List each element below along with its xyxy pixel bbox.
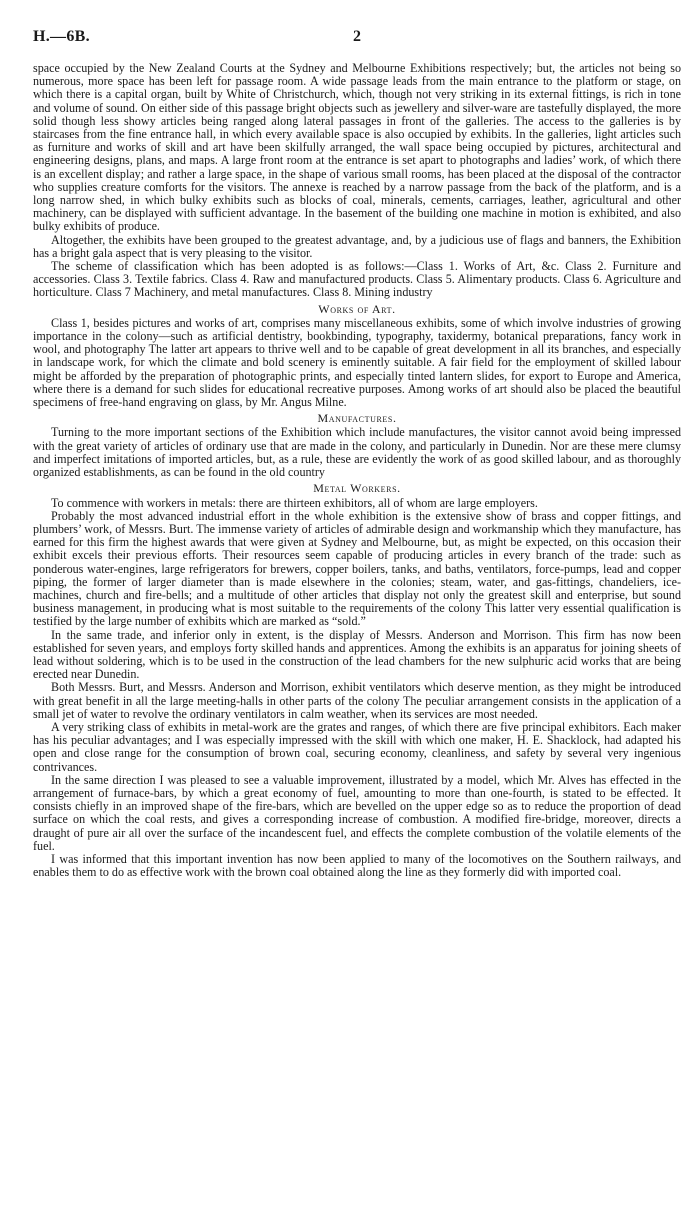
- paragraph: The scheme of classification which has been adopted is as follows:—Class 1. Works of Art, &c. Class 2. Furniture and accessories. Class 3. Textile fabrics. Class 4. Raw and manufactured products. Class 5. Alimentary products. Class 6. Agriculture and horticulture. Class 7 Machinery, and metal manufactures. Class 8. Mining industry: [33, 259, 681, 300]
- paragraph: Altogether, the exhibits have been grouped to the greatest advantage, and, by a judicious use of flags and banners, the Exhibition has a bright gala aspect that is very pleasing to the visitor.: [33, 232, 681, 260]
- section-heading-works-of-art: Works of Art.: [318, 301, 396, 316]
- paragraph: space occupied by the New Zealand Courts at the Sydney and Melbourne Exhibitions respectively; but, the articles not being so numerous, more space has been left for passage room. A wide passage leads from the main entrance to the platform or stage, on which there is a capital organ, built by White of Christchurch, which, though not very striking in its external fittings, is rich in tone and volume of sound. On either side of this passage bright objects such as jewellery and silver-ware are tastefully displayed, the more solid though less showy articles being ranged along lateral passages in front of the galleries. The access to the galleries is by staircases from the fine entrance hall, in which every available space is also occupied by exhibits. In the galleries, light articles such as furniture and works of skill and art have been skilfully arranged, the wall space being occupied by pictures, architectural and engineering designs, plans, and maps. A large front room at the entrance is set apart to photographs and ladies’ work, of which there is an excellent display; and rather a large space, in the shape of various small rooms, has been placed at the disposal of the contractor who supplies creature comforts for the visitors. The annexe is reached by a narrow passage from the back of the platform, and is a long narrow shed, in which bulky exhibits such as blocks of coal, minerals, cements, carriages, leather, agricultural and other machinery, can be displayed with sufficient advantage. In the basement of the building one machine in motion is exhibited, and also bulky exhibits of produce.: [33, 61, 681, 234]
- paragraph: A very striking class of exhibits in metal-work are the grates and ranges, of which there are five principal exhibitors. Each maker has his peculiar advantages; and I was especially impressed with the skill with which one maker, H. E. Shacklock, had adapted his open and close range for the consumption of brown coal, securing economy, cleanliness, and safety by several very ingenious contrivances.: [33, 719, 681, 774]
- paragraph: Both Messrs. Burt, and Messrs. Anderson and Morrison, exhibit ventilators which deserve mention, as they might be introduced with great benefit in all the large meeting-halls in other parts of the colony The peculiar arrangement consists in the application of a small jet of water to revolve the ordinary ventilators in calm weather, when its services are most needed.: [33, 680, 681, 721]
- paragraph: In the same trade, and inferior only in extent, is the display of Messrs. Anderson and Morrison. This firm has now been established for seven years, and employs forty skilled hands and apprentices. Among the exhibits is an apparatus for joining sheets of lead without soldering, which is to be used in the construction of the lead chambers for the new sulphuric acid works that are being erected near Dunedin.: [33, 627, 681, 682]
- paragraph: In the same direction I was pleased to see a valuable improvement, illustrated by a model, which Mr. Alves has effected in the arrangement of furnace-bars, by which a great economy of fuel, amounting to more than one-fourth, is stated to be effected. It consists chiefly in an improved shape of the fire-bars, which are bevelled on the upper edge so as to reduce the proportion of dead surface on which the coal rests, and gives a corresponding increase of combustion. A modified fire-bridge, moreover, directs a draught of pure air all over the surface of the incandescent fuel, and effects the complete combustion of the volatile elements of the fuel.: [33, 772, 681, 853]
- page-number: 2: [353, 28, 361, 45]
- section-heading-metal-workers: Metal Workers.: [313, 481, 401, 496]
- paragraph: Class 1, besides pictures and works of art, comprises many miscellaneous exhibits, some of which involve industries of growing importance in the colony—such as artificial dentistry, bookbinding, typography, taxidermy, botanical preparations, fancy work in wool, and photography The latter art appears to thrive well and to be capable of great development in all its branches, and especially in landscape work, for which the climate and bold scenery is eminently suitable. A fair field for the employment of skilled labour might be afforded by the preparation of photographic prints, and especially tinted lantern slides, for export to Europe and America, where there is a demand for such slides for educational recreative purposes. Among works of art should also be placed the beautiful specimens of free-hand engraving on glass, by Mr. Angus Milne.: [33, 315, 681, 410]
- document-body: [33, 62, 681, 879]
- paragraph: I was informed that this important invention has now been applied to many of the locomotives on the Southern railways, and enables them to do as effective work with the brown coal obtained along the line as they formerly did with imported coal.: [33, 851, 681, 880]
- paragraph: Turning to the more important sections of the Exhibition which include manufactures, the visitor cannot avoid being impressed with the great variety of articles of ordinary use that are made in the colony, and particularly in Dunedin. Nor are these mere clumsy and imperfect imitations of imported articles, but, as a rule, these are evidently the work of as good skilled labour, and as thoroughly organized establishments, as can be found in the old country: [33, 425, 681, 480]
- paragraph: To commence with workers in metals: there are thirteen exhibitors, all of whom are large employers.: [51, 495, 538, 510]
- document-code: H.—6B.: [33, 28, 90, 45]
- section-heading-manufactures: Manufactures.: [317, 411, 397, 426]
- paragraph: Probably the most advanced industrial effort in the whole exhibition is the extensive show of brass and copper fittings, and plumbers’ work, of Messrs. Burt. The immense variety of articles of admirable design and workmanship which they manufacture, has earned for this firm the highest awards that were given at Sydney and Melbourne, but, as might be expected, on this occasion their exhibit excels their previous efforts. Their resources seem capable of producing articles in every branch of the trade: such as ponderous water-engines, large refrigerators for brewers, copper boilers, tanks, and baths, ventilators, force-pumps, lead and copper piping, the former of larger diameter than is made elsewhere in the colonies; steam, water, and gas-fittings, chandeliers, ice-machines, church and fire-bells; and a multitude of other articles that display not only the greatest skill and enterprise, but sound business management, in producing what is most suitable to the requirements of the colony This latter very essential qualification is testified by the large number of exhibits which are marked as “sold.”: [33, 508, 681, 629]
- page-header: [33, 28, 681, 62]
